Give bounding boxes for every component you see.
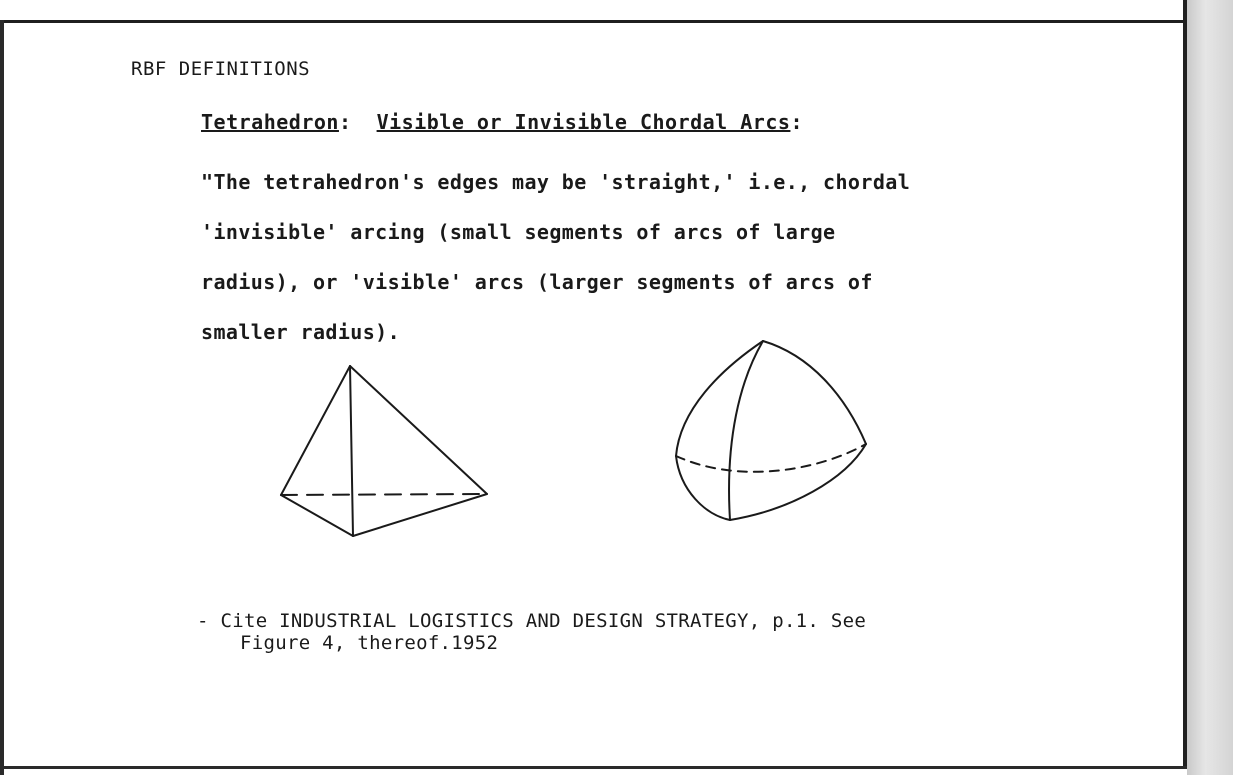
quote-line: radius), or 'visible' arcs (larger segments of arcs of — [201, 270, 873, 294]
citation-line: - Cite INDUSTRIAL LOGISTICS AND DESIGN STRATEGY, p.1. See — [197, 610, 867, 632]
subtitle-label: Visible or Invisible Chordal Arcs — [376, 110, 791, 134]
term-separator: : — [338, 110, 377, 134]
section-header: RBF DEFINITIONS — [131, 58, 311, 80]
page-margin-shadow — [1187, 0, 1233, 775]
citation-line: Figure 4, thereof.1952 — [240, 632, 499, 654]
straight-tetrahedron-drawing — [281, 366, 487, 536]
arced-tetrahedron-drawing — [676, 341, 866, 520]
citation — [197, 610, 866, 654]
quote-line: "The tetrahedron's edges may be 'straight,' i.e., chordal — [201, 170, 911, 194]
quote-line: 'invisible' arcing (small segments of arcs of large — [201, 220, 836, 244]
subtitle-colon: : — [790, 110, 803, 134]
term-label: Tetrahedron — [201, 110, 339, 134]
quote-line: smaller radius). — [201, 320, 401, 344]
